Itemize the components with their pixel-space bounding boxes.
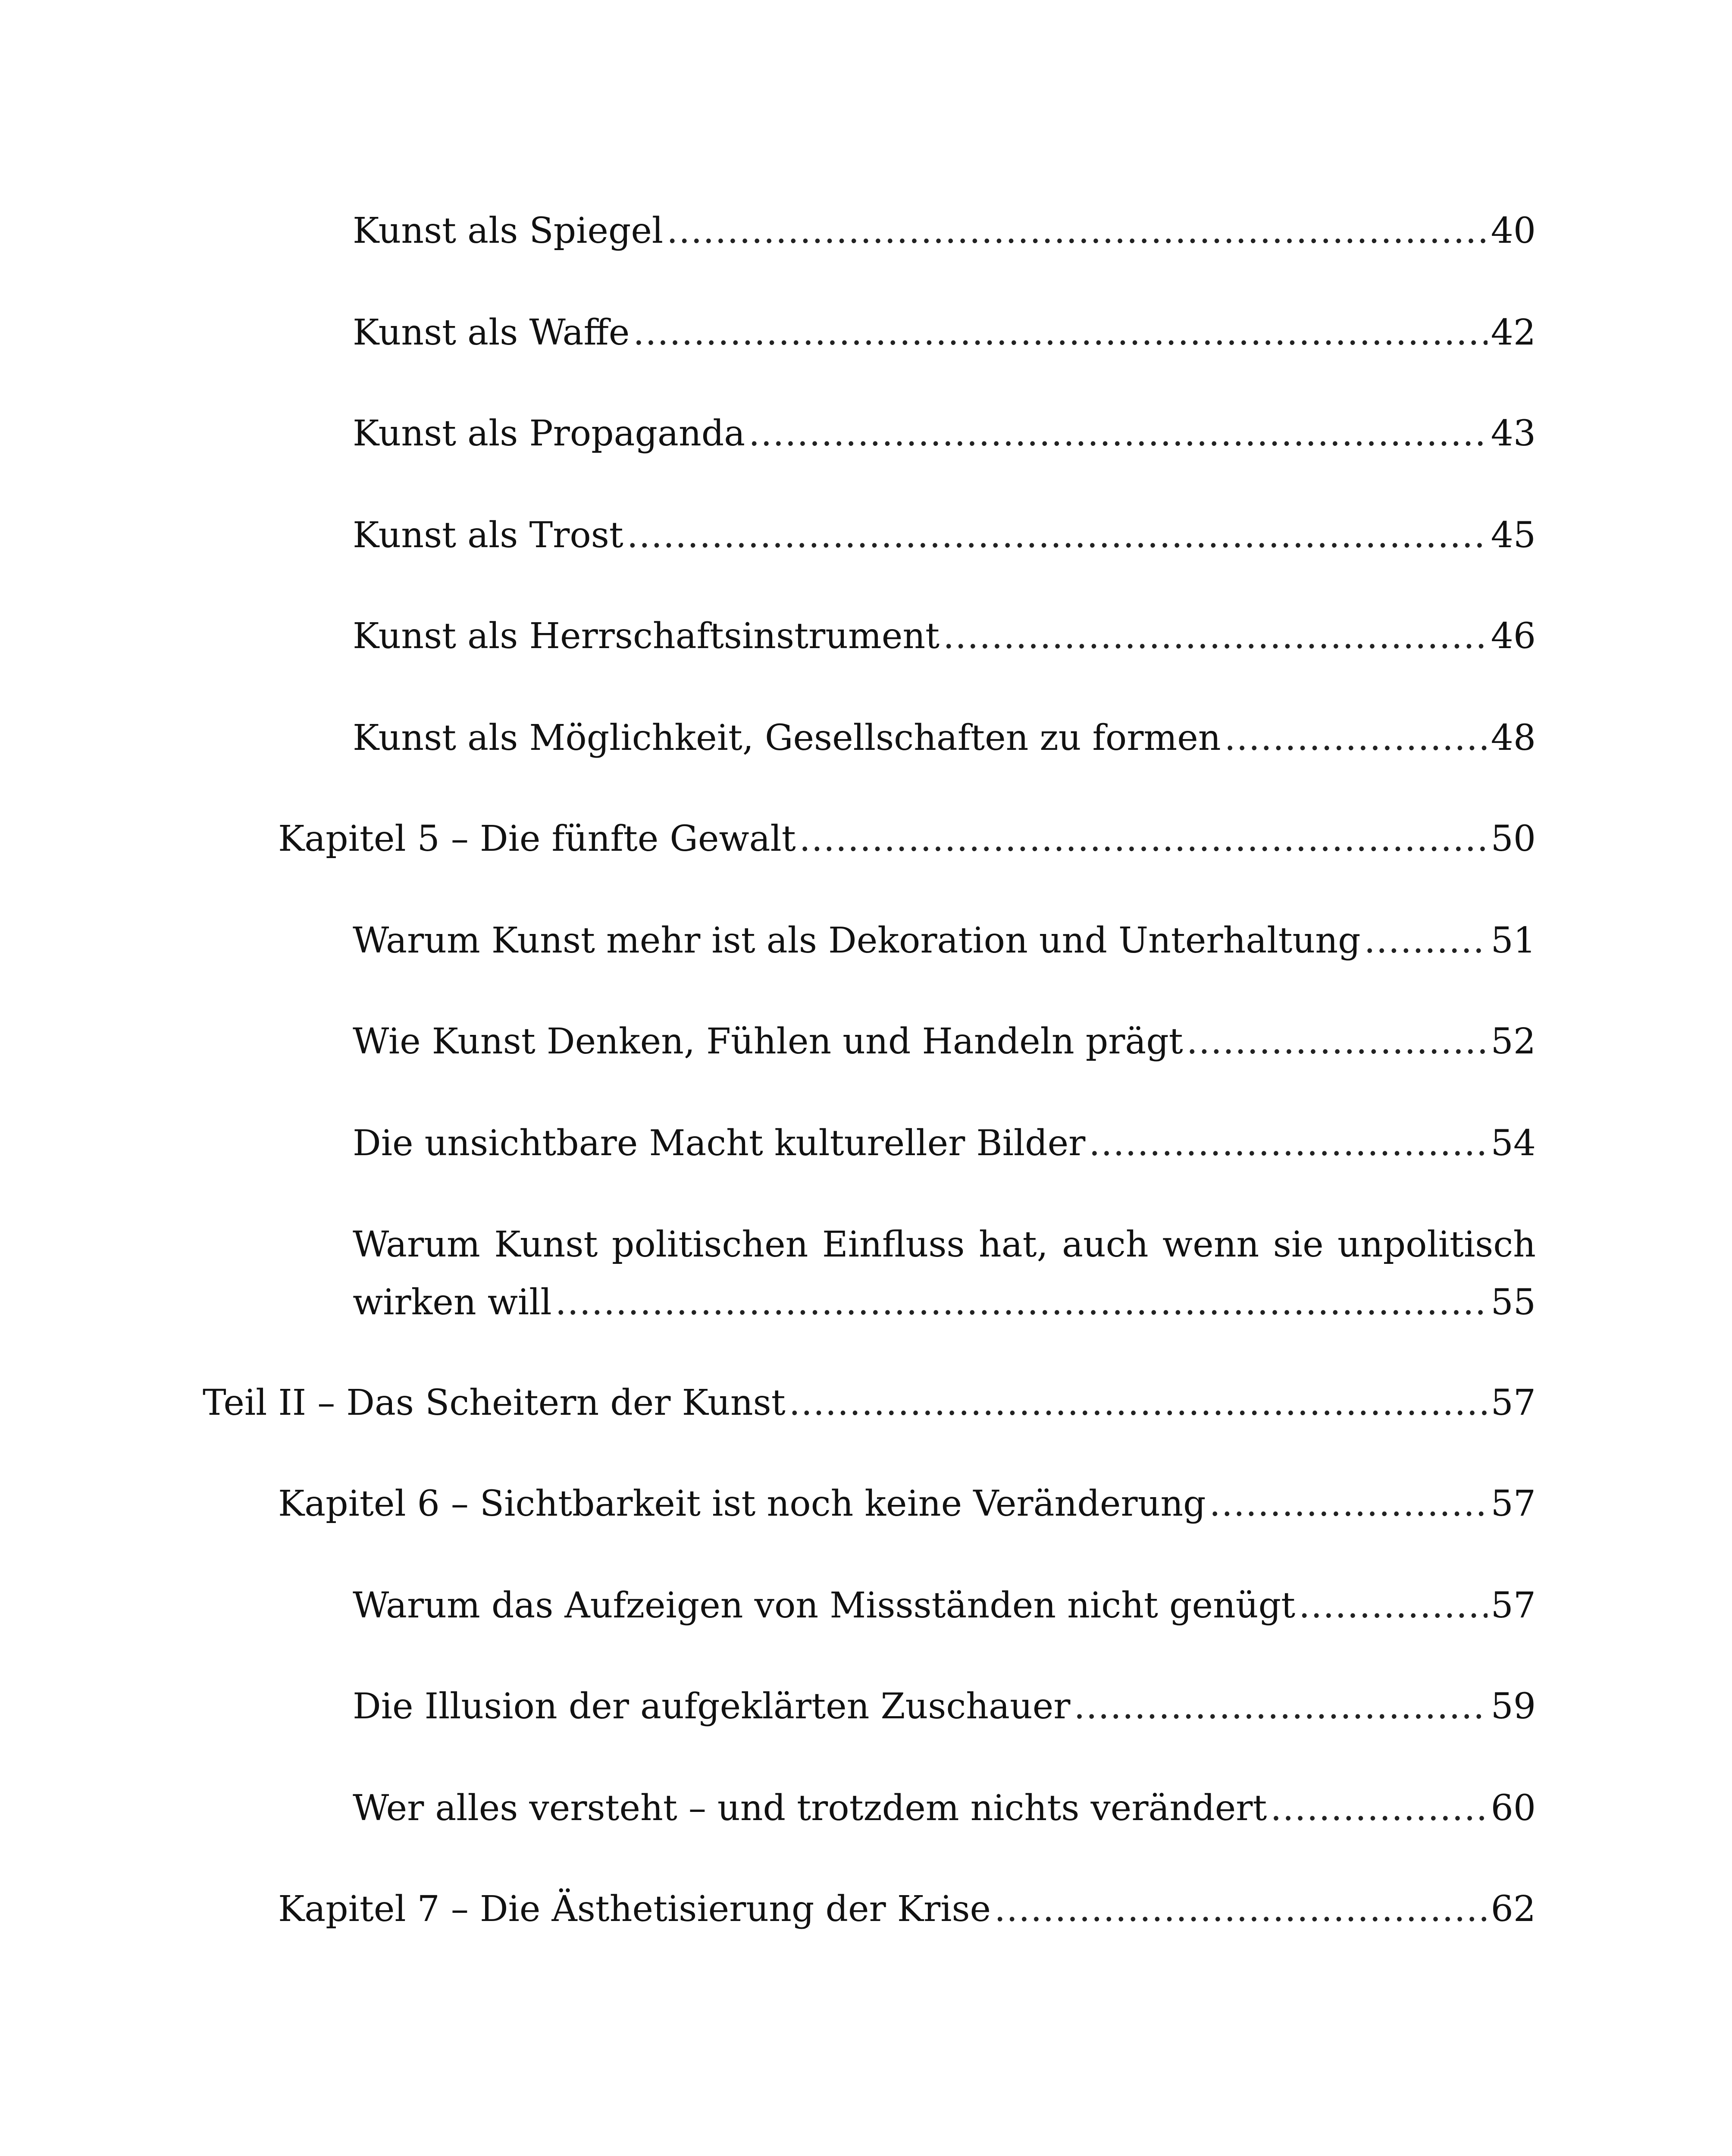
- toc-entry[interactable]: [353, 1584, 1536, 1627]
- dot-leader: [1187, 1020, 1488, 1063]
- toc-entry-chapter[interactable]: [278, 1888, 1536, 1931]
- toc-entry-multiline[interactable]: [353, 1216, 1536, 1332]
- dot-leader: [749, 412, 1488, 455]
- toc-entry[interactable]: [353, 717, 1536, 760]
- dot-leader: [1209, 1482, 1488, 1526]
- toc-entry-title: Kunst als Spiegel: [353, 210, 664, 251]
- toc-entry-title-line2: wirken will: [353, 1282, 552, 1323]
- dot-leader: [994, 1888, 1488, 1931]
- toc-page-number: 60: [1491, 1788, 1536, 1829]
- toc-entry-title: Wer alles versteht – und trotzdem nichts verändert: [353, 1788, 1267, 1829]
- toc-page-number: 43: [1491, 413, 1536, 454]
- toc-entry-title: Teil II – Das Scheitern der Kunst: [203, 1382, 786, 1423]
- toc-entry[interactable]: [353, 210, 1536, 253]
- toc-entry[interactable]: [353, 1122, 1536, 1165]
- dot-leader: [627, 514, 1488, 557]
- toc-page-number: 51: [1491, 920, 1536, 961]
- toc-page-number: 55: [1491, 1282, 1536, 1323]
- toc-entry-title: Warum das Aufzeigen von Missständen nicht genügt: [353, 1585, 1296, 1626]
- toc-entry-title: Kapitel 5 – Die fünfte Gewalt: [278, 818, 796, 859]
- toc-page-number: 52: [1491, 1021, 1536, 1062]
- dot-leader: [1364, 919, 1488, 962]
- toc-entry-title: Kunst als Waffe: [353, 312, 630, 353]
- toc-page-number: 42: [1491, 312, 1536, 353]
- toc-entry[interactable]: [353, 1685, 1536, 1728]
- toc-page-number: 62: [1491, 1889, 1536, 1930]
- toc-page-number: 50: [1491, 818, 1536, 859]
- toc-entry-part[interactable]: [203, 1382, 1536, 1425]
- toc-entry[interactable]: [353, 615, 1536, 658]
- toc-page-number: 57: [1491, 1483, 1536, 1524]
- toc-page-number: 46: [1491, 616, 1536, 657]
- dot-leader: [667, 210, 1488, 253]
- toc-entry-title: Kunst als Möglichkeit, Gesellschaften zu formen: [353, 718, 1221, 758]
- dot-leader: [799, 818, 1488, 861]
- toc-page-number: 54: [1491, 1123, 1536, 1164]
- dot-leader: [943, 615, 1488, 658]
- toc-entry[interactable]: [353, 514, 1536, 557]
- toc-entry-title-line1: Warum Kunst politischen Einfluss hat, auch wenn sie unpolitisch: [353, 1224, 1536, 1265]
- toc-entry-second-line: [353, 1274, 1536, 1332]
- toc-entry-title: Kapitel 6 – Sichtbarkeit ist noch keine Veränderung: [278, 1483, 1206, 1524]
- toc-page-number: 57: [1491, 1382, 1536, 1423]
- toc-entry[interactable]: [353, 311, 1536, 354]
- toc-entry-title: Kapitel 7 – Die Ästhetisierung der Krise: [278, 1889, 991, 1930]
- toc-entry[interactable]: [353, 1787, 1536, 1830]
- toc-entry[interactable]: [353, 1020, 1536, 1063]
- toc-page-number: 59: [1491, 1686, 1536, 1727]
- toc-entry-chapter[interactable]: [278, 818, 1536, 861]
- toc-entry-title: Kunst als Herrschaftsinstrument: [353, 616, 940, 657]
- toc-entry-title: Wie Kunst Denken, Fühlen und Handeln prägt: [353, 1021, 1183, 1062]
- dot-leader: [1270, 1787, 1487, 1830]
- toc-entry-title: Die Illusion der aufgeklärten Zuschauer: [353, 1686, 1071, 1727]
- dot-leader: [789, 1382, 1488, 1425]
- dot-leader: [1089, 1122, 1487, 1165]
- toc-entry-title: Die unsichtbare Macht kultureller Bilder: [353, 1123, 1086, 1164]
- dot-leader: [555, 1274, 1488, 1332]
- dot-leader: [633, 311, 1487, 354]
- toc-entry[interactable]: [353, 412, 1536, 455]
- toc-entry-chapter[interactable]: [278, 1482, 1536, 1526]
- toc-entry-title: Kunst als Trost: [353, 515, 623, 556]
- dot-leader: [1074, 1685, 1488, 1728]
- toc-entry-title: Kunst als Propaganda: [353, 413, 745, 454]
- dot-leader: [1225, 717, 1488, 760]
- toc-page-number: 40: [1491, 210, 1536, 251]
- toc-page-number: 48: [1491, 718, 1536, 758]
- toc-entry[interactable]: [353, 919, 1536, 962]
- toc-entry-title: Warum Kunst mehr ist als Dekoration und Unterhaltung: [353, 920, 1361, 961]
- dot-leader: [1299, 1584, 1488, 1627]
- toc-page-number: 45: [1491, 515, 1536, 556]
- toc-page-number: 57: [1491, 1585, 1536, 1626]
